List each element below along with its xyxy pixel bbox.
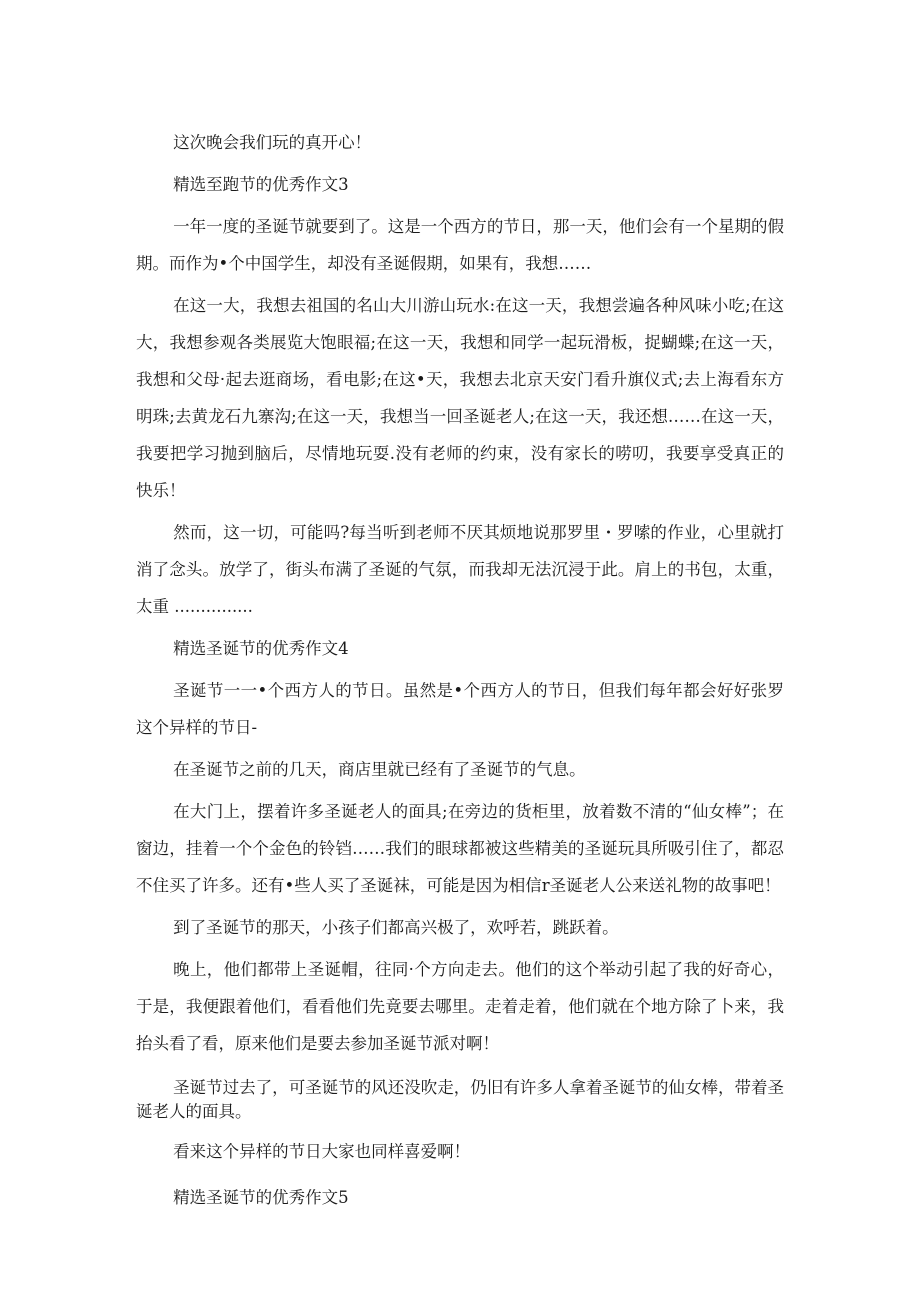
paragraph-closing-line: 这次晚会我们玩的真开心！: [173, 133, 372, 152]
paragraph: 在这一大，我想去祖国的名山大川游山玩水:在这一天，我想尝遍各种风味小吃;在这大，我想参观各类展览大饱眼福;在这一天，我想和同学一起玩滑板，捉蝴蝶;在这一天，我想和父母·起去逛商场，看电影;在这•天，我想去北京天安门看升旗仪式;去上海看东方明珠;去黄龙石九寨沟;在这一天，我想当一回圣诞老人;在这一天，我还想……在这一天，我要把学习抛到脑后，尽情地玩耍.没有老师的约束，没有家长的唠叨，我要享受真正的快乐！: [136, 296, 784, 500]
paragraph: 在大门上，摆着许多圣诞老人的面具;在旁边的货柜里，放着数不清的“仙女棒”；在窗边，挂着一个个金色的铃铛……我们的眼球都被这些精美的圣诞玩具所吸引住了，都忍不住买了许多。还有•些人买了圣诞袜，可能是因为相信r圣诞老人公来送礼物的故事吧！: [136, 802, 784, 895]
paragraph: 圣诞节一一•个西方人的节日。虽然是•个西方人的节日，但我们每年都会好好张罗这个异样的节日-: [136, 681, 784, 737]
essay-heading-4: 精选圣诞节的优秀作文4: [173, 639, 349, 658]
essay-heading-5: 精选圣诞节的优秀作文5: [173, 1188, 349, 1207]
paragraph: 在圣诞节之前的几天，商店里就已经有了圣诞节的气息。: [173, 760, 586, 779]
paragraph: 到了圣诞节的那天，小孩子们都高兴极了，欢呼若，跳跃着。: [173, 918, 619, 937]
paragraph: 然而，这一切，可能吗?每当听到老师不厌其烦地说那罗里・罗嗦的作业，心里就打消了念头。放学了，街头布满了圣诞的气氛，而我却无法沉浸于此。肩上的书包，太重，太重 ...............: [136, 523, 784, 616]
paragraph: 晚上，他们都带上圣诞帽，往同·个方向走去。他们的这个举动引起了我的好奇心，于是，我便跟着他们，看看他们先竟要去哪里。走着走着，他们就在个地方除了卜来，我抬头看了看，原来他们是要去参加圣诞节派对啊！: [136, 960, 784, 1053]
essay-heading-3: 精选至跑节的优秀作文3: [173, 175, 349, 194]
paragraph: 圣诞节过去了，可圣诞节的风还没吹走，仍旧有许多人拿着圣诞节的仙女棒，带着圣诞老人的面具。: [136, 1078, 784, 1121]
paragraph: 看来这个异样的节日大家也同样喜爱啊！: [173, 1142, 471, 1161]
document-body: [136, 124, 784, 1216]
paragraph: 一年一度的圣诞节就要到了。这是一个西方的节日，那一天，他们会有一个星期的假期。而作为•个中国学生，却没有圣诞假期，如果有，我想……: [136, 217, 784, 273]
